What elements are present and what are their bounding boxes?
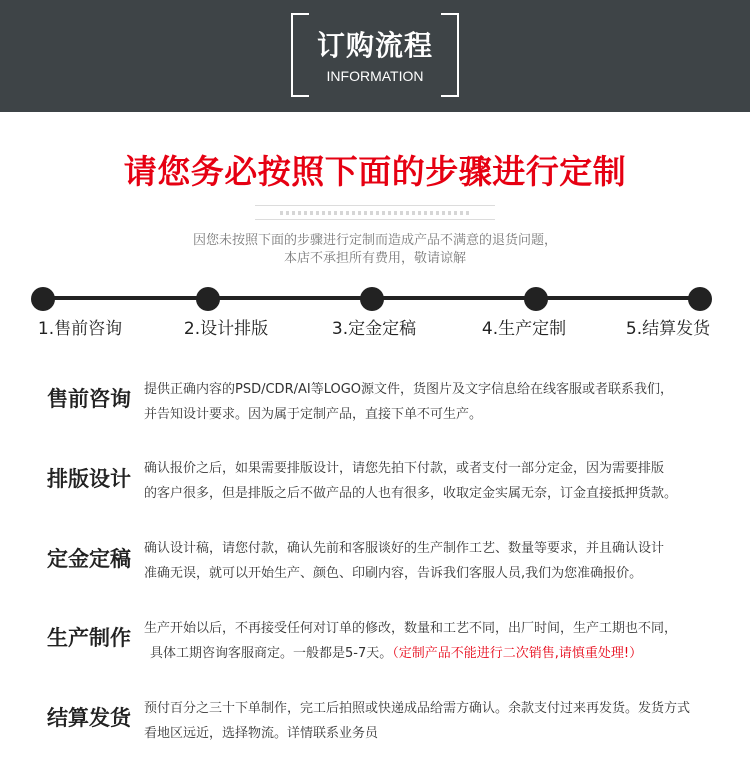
header-frame <box>291 13 459 97</box>
decorative-divider <box>255 205 495 206</box>
step-dot <box>360 287 384 311</box>
section-body-production: 生产开始以后，不再接受任何对订单的修改，数量和工艺不同，出厂时间，生产工期也不同， 具体工期咨询客服商定。一般都是5-7天。（定制产品不能进行二次销售,请慎重处理!） <box>144 621 678 661</box>
step-label-2: 2.设计排版 <box>183 319 269 339</box>
step-dot <box>31 287 55 311</box>
decorative-divider <box>255 219 495 220</box>
step-dot <box>196 287 220 311</box>
header-title: 订购流程 <box>316 29 433 62</box>
step-label-4: 4.生产定制 <box>481 319 567 339</box>
notice-line-2: 本店不承担所有费用，敬请谅解 <box>283 251 466 266</box>
section-body-deposit: 确认设计稿，请您付款，确认先前和客服谈好的生产制作工艺、数量等要求，并且确认设计 准确无误，就可以开始生产、颜色、印刷内容，告诉我们客服人员,我们为您准确报价。 <box>144 541 665 581</box>
production-warning: （定制产品不能进行二次销售,请慎重处理!） <box>392 646 643 661</box>
notice-line-1: 因您未按照下面的步骤进行定制而造成产品不满意的退货问题， <box>192 233 557 248</box>
section-title-layout: 排版设计 <box>47 467 131 491</box>
step-label-3: 3.定金定稿 <box>331 319 417 339</box>
section-body-pre-sale: 提供正确内容的PSD/CDR/AI等LOGO源文件，货图片及文字信息给在线客服或者联系我们， 并告知设计要求。因为属于定制产品，直接下单不可生产。 <box>144 382 674 422</box>
decorative-dots <box>280 211 470 215</box>
header-subtitle: INFORMATION <box>326 68 424 84</box>
section-body-settlement: 预付百分之三十下单制作，完工后拍照或快递成品给需方确认。余款支付过来再发货。发货方式 看地区远近，选择物流。详情联系业务员 <box>144 701 691 741</box>
section-body-layout: 确认报价之后，如果需要排版设计，请您先拍下付款，或者支付一部分定金，因为需要排版 的客户很多，但是排版之后不做产品的人也有很多，收取定金实属无奈，订金直接抵押货款。 <box>144 461 678 501</box>
section-title-settlement: 结算发货 <box>47 706 131 730</box>
step-label-5: 5.结算发货 <box>625 319 711 339</box>
section-title-deposit: 定金定稿 <box>47 547 131 571</box>
step-dot <box>688 287 712 311</box>
step-label-1: 1.售前咨询 <box>37 319 123 339</box>
section-title-production: 生产制作 <box>47 626 131 650</box>
step-dot <box>524 287 548 311</box>
main-title: 请您务必按照下面的步骤进行定制 <box>123 152 627 191</box>
header-band <box>0 0 750 112</box>
section-title-pre-sale: 售前咨询 <box>47 387 131 411</box>
